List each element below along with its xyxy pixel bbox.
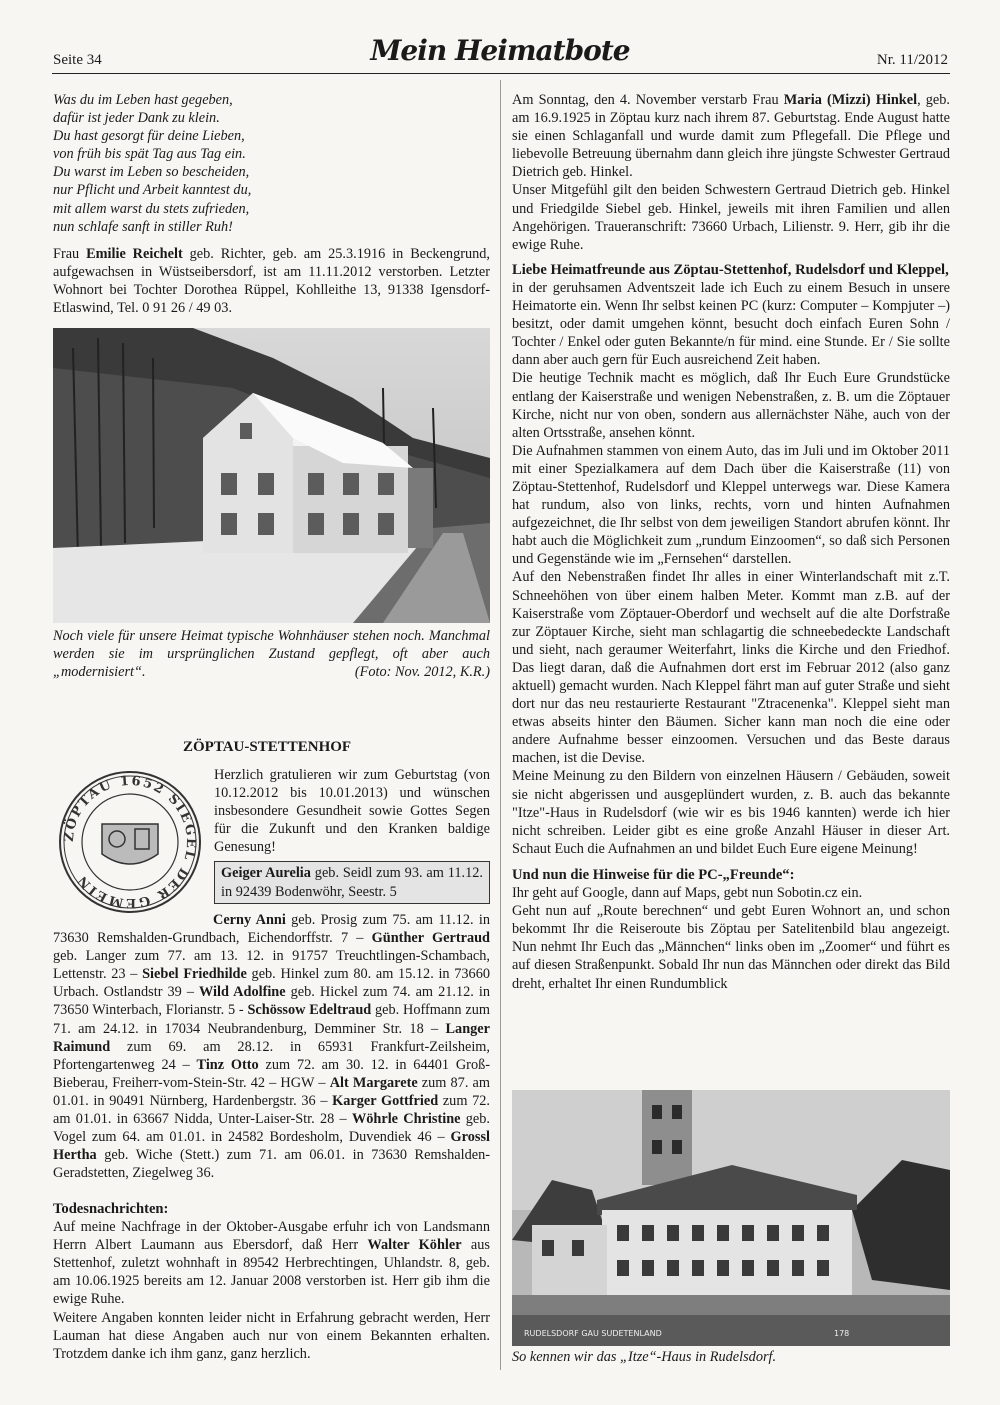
- person-details: geb. Vogel zum 64. am 01.01. in 24582 Bordesholm, Duvendiek 46 –: [53, 1111, 490, 1146]
- death-text: Auf meine Nachfrage in der Oktober-Ausgabe erfuhr ich von Landsmann Herrn Albert Laumann aus Ebersdorf, daß Herr: [53, 1219, 490, 1254]
- highlight-text: geb. Seidl zum 93. am 11.12. in 92439 Bodenwöhr, Seestr. 5: [221, 865, 483, 900]
- caption-text: Noch viele für unsere Heimat typische Wohnhäuser stehen noch. Manchmal werden sie im ursprünglichen Zustand gepflegt, oft aber auch „modernisiert“.: [53, 628, 490, 681]
- photo-label: RUDELSDORF GAU SUDETENLAND: [524, 1329, 662, 1338]
- memorial-poem: [53, 91, 493, 236]
- obit-text-2: Unser Mitgefühl gilt den beiden Schwestern Gertraud Dietrich geb. Hinkel und Friedgilde Siebel geb. Hinkel, jeweils mit ihren Familien und allen Angehörigen. Traueranschrift: 73660 Urbach, Lilienstr. 9. Herr, gib ihr die ewige Ruhe.: [512, 182, 950, 253]
- obit-name: Maria (Mizzi) Hinkel: [783, 92, 918, 108]
- issue-number: Nr. 11/2012: [876, 52, 948, 68]
- poem-line: Was du im Leben hast gegeben,: [53, 92, 233, 108]
- person-name: Grossl Hertha: [53, 1129, 490, 1164]
- person-name: Cerny Anni: [213, 912, 286, 928]
- highlight-box: [214, 861, 490, 903]
- poem-line: nun schlafe sanft in stiller Ruh!: [53, 218, 233, 235]
- person-name: Günther Gertraud: [371, 930, 490, 947]
- poem-line: mit allem warst du stets zufrieden,: [53, 200, 250, 217]
- person-name: Langer Raimund: [53, 1020, 490, 1055]
- person-name: Schössow Edeltraud: [247, 1002, 372, 1019]
- letter-paragraph: Auf den Nebenstraßen findet Ihr alles in einer Winterlandschaft mit z.T. Schneehöhen von über einem halben Meter. Kommt man z.B. auf der Kaiserstraße vom Zöptauer-Oberdorf und wechselt auf die alte Dorfstraße zur Zöptauer Kirche, sieht man schlagartig die schneebedeckte Landschaft und sieht, nach geraumer Weiterfahrt, links die Kirche und den Friedhof. Das liegt daran, daß die Aufnahmen dort erst im Februar 2012 (also ganz aktuell) gemacht wurden. Nach Kleppel fährt man auf guter Straße und sieht dort nur das neu restaurierte Restaurant "Ztracenenka". Kleppel sieht man etwas abseits hinter den Bäumen. Sicher kann man noch die eine oder andere Aufnahme besser einzoomen. Versuchen und das Beste daraus machen, ist die Devise.: [512, 569, 950, 767]
- seal-text: ZÖPTAU 1652 SIEGEL DER GEMEIN: [61, 773, 199, 911]
- masthead-title: Mein Heimatbote: [370, 34, 630, 67]
- death-notices-heading: Todesnachrichten:: [53, 1201, 169, 1217]
- person-details: geb. Hickel zum 74. am 21.12. in 73650 Winterbach, Florianstr. 5 -: [53, 984, 490, 1019]
- section-title: ZÖPTAU-STETTENHOF: [183, 739, 352, 755]
- person-details: zum 72. am 30. 12. in 64401 Groß-Bieberau, Freiherr-vom-Stein-Str. 42 – HGW –: [53, 1056, 491, 1091]
- birthday-list: [53, 911, 490, 1182]
- person-details: zum 72. am 01.01. in 63667 Nidda, Unter-Laiser-Str. 28 –: [53, 1092, 490, 1128]
- death-notices: [53, 1200, 490, 1363]
- pc-heading: Und nun die Hinweise für die PC-„Freunde“:: [512, 866, 795, 883]
- obit-text: , geb. am 16.9.1925 in Zöptau kurz nach ihrem 87. Geburtstag. Ende August hatte sie einen Schlaganfall und wurde damit zum Pflegefall. Die Pflege und liebevolle Betreuung übernahm dann gleich ihre jüngste Schwester Gertraud Dietrich geb. Hinkel.: [512, 92, 950, 181]
- obit-text: geb. Richter, geb. am 25.3.1916 in Beckengrund, aufgewachsen in Wüstseibersdorf, ist am 11.11.2012 verstorben. Letzter Wohnort bei Tochter Dorothea Rüppel, Kohlleithe 13, 91338 Igensdorf-Etlaswind, Tel. 0 91 26 / 49 03.: [53, 246, 491, 317]
- letter-paragraph: in der geruhsamen Adventszeit lade ich Euch zu einem Besuch in unsere Heimatorte ein. Wenn Ihr selbst keinen PC (kurz: Computer – Kompjuter –) besitzt, oder damit umgehen könnt, besucht doch einfach Euren Sohn / Tochter / Enkel oder guten Bekannte/n für mind. eine Stunde. Er / Sie sollte dann aber auch gern für Euch ausreichend Zeit haben.: [512, 279, 950, 369]
- letter-paragraph: Die Aufnahmen stammen von einem Auto, das im Juli und im Oktober 2011 mit einer Spezialkamera auf dem Dach über die Kaiserstraße (11) von Zöptau-Stettenhof, Rudelsdorf und Kleppel unterwegs war. Diese Kamera hat rundum, also von links, rechts, vorn und hinten Aufnahmen aufgezeichnet, die Ihr selbst von dem jeweiligen Standort abrufen könnt. Ihr habt auch die Möglichkeit zum „rundum Einzoomen“, so daß sich Personen und Gegenstände wie im „Fernsehen“ darstellen.: [512, 442, 950, 568]
- person-name: Alt Margarete: [329, 1074, 418, 1091]
- pc-paragraph: Ihr geht auf Google, dann auf Maps, gebt nun Sobotin.cz ein.: [512, 885, 863, 902]
- intro-text: Herzlich gratulieren wir zum Geburtstag (von 10.12.2012 bis 10.01.2013) und wünschen insbesondere Gesundheit sowie Gottes Segen für die Zukunft und den Kranken baldige Genesung!: [214, 767, 490, 856]
- obit-text: Am Sonntag, den 4. November verstarb Frau: [512, 92, 784, 108]
- column-rule: [500, 80, 501, 1370]
- photo-number: 178: [834, 1329, 850, 1338]
- person-details: zum 87. am 01.01. in 90491 Nürnberg, Hardenbergstr. 36 –: [53, 1074, 490, 1109]
- person-details: geb. Wiche (Stett.) zum 71. am 06.01. in 73630 Remshalden-Geradstetten, Ziegelweg 36.: [53, 1147, 490, 1182]
- poem-line: von früh bis spät Tag aus Tag ein.: [53, 146, 246, 163]
- obit-prefix: Frau: [53, 246, 87, 262]
- person-name: Wöhrle Christine: [351, 1111, 461, 1128]
- death-text: aus Stettenhof, zuletzt wohnhaft in 89542 Herbrechtingen, Uhlandstr. 8, geb. am 10.06.1925 bereits am 12. Januar 2008 verstorben ist. Herr gib ihm die ewige Ruhe.: [53, 1237, 490, 1308]
- person-details: geb. Langer zum 77. am 13. 12. in 91757 Treuchtlingen-Schambach, Lettenstr. 23 –: [53, 948, 490, 983]
- house-photo-caption: [53, 627, 490, 681]
- poem-line: dafür ist jeder Dank zu klein.: [53, 110, 220, 127]
- poem-line: Du warst im Leben so bescheiden,: [53, 164, 250, 181]
- highlight-name: Geiger Aurelia: [221, 865, 311, 882]
- itze-haus-photo: [512, 1090, 950, 1346]
- page-number: Seite 34: [53, 52, 102, 68]
- person-name: Siebel Friedhilde: [142, 966, 247, 983]
- letter-paragraph: Die heutige Technik macht es möglich, daß Ihr Euch Eure Grundstücke entlang der Kaiserstraße und wenigen Nebenstraßen, z. B. um die Zöptauer Kirche, nicht nur von oben, sondern aus allernächster Nähe, auch von der alten Ortsstraße, ansehen könnt.: [512, 370, 950, 441]
- photo-credit: (Foto: Nov. 2012, K.R.): [354, 664, 490, 681]
- right-column-text: [512, 91, 950, 993]
- person-details: geb. Hoffmann zum 71. am 24.12. in 17034 Neubrandenburg, Demminer Str. 18 –: [53, 1002, 490, 1037]
- obit-name: Emilie Reichelt: [86, 246, 183, 262]
- person-details: geb. Prosig zum 75. am 11.12. in 73630 Remshalden-Grundbach, Eichendorffstr. 7 –: [53, 912, 490, 947]
- obituary-reichelt: [53, 245, 490, 317]
- header-rule: [52, 73, 950, 74]
- poem-line: nur Pflicht und Arbeit kanntest du,: [53, 182, 252, 199]
- village-seal: [57, 769, 203, 915]
- birthday-intro: [214, 766, 490, 904]
- poem-line: Du hast gesorgt für deine Lieben,: [53, 128, 245, 145]
- person-details: geb. Hinkel zum 80. am 15.12. in 73660 Urbach. Ostlandstr 39 –: [53, 966, 490, 1001]
- letter-heading: Liebe Heimatfreunde aus Zöptau-Stettenhof, Rudelsdorf und Kleppel,: [512, 261, 949, 278]
- person-name: Wild Adolfine: [199, 984, 286, 1001]
- person-name: Tinz Otto: [196, 1056, 259, 1073]
- letter-paragraph: Meine Meinung zu den Bildern von einzelnen Häusern / Gebäuden, soweit sie nicht abgerissen und ausgeplündert wurden, z. B. auch das bekannte "Itze"-Haus in Rudelsdorf (wie wir es bis 1946 kannten) werde ich hier nicht schreiben. Leider gibt es eine große Anzahl Häuser in dieser Art. Schaut Euch die Aufnahmen an und bildet Euch Eure eigene Meinung!: [512, 768, 950, 857]
- death-text-2: Weitere Angaben konnten leider nicht in Erfahrung gebracht werden, Herr Lauman hat diese Angaben auch nur von einem Bekannten erhalten. Trotzdem danke ich ihm ganz, ganz herzlich.: [53, 1309, 490, 1362]
- pc-paragraph: Geht nun auf „Route berechnen“ und gebt Euren Wohnort an, und schon bekommt Ihr die Reiseroute bis Zöptau per Satelitenbild blau angezeigt. Nun nehmt Ihr Euch das „Männchen“ links oben im „Zoomer“ und führt es auf diesen Straßenpunkt. Sobald Ihr nun das Männchen oder direkt das Bild dreht, erhaltet Ihr einen Rundumblick: [512, 903, 950, 992]
- house-photo: [53, 328, 490, 623]
- death-name: Walter Köhler: [367, 1237, 462, 1254]
- itze-haus-caption: So kennen wir das „Itze“-Haus in Rudelsdorf.: [512, 1349, 777, 1365]
- person-name: Karger Gottfried: [332, 1092, 439, 1109]
- person-details: zum 69. am 28.12. in 65931 Frankfurt-Zeilsheim, Pfortengartenweg 24 –: [53, 1038, 490, 1073]
